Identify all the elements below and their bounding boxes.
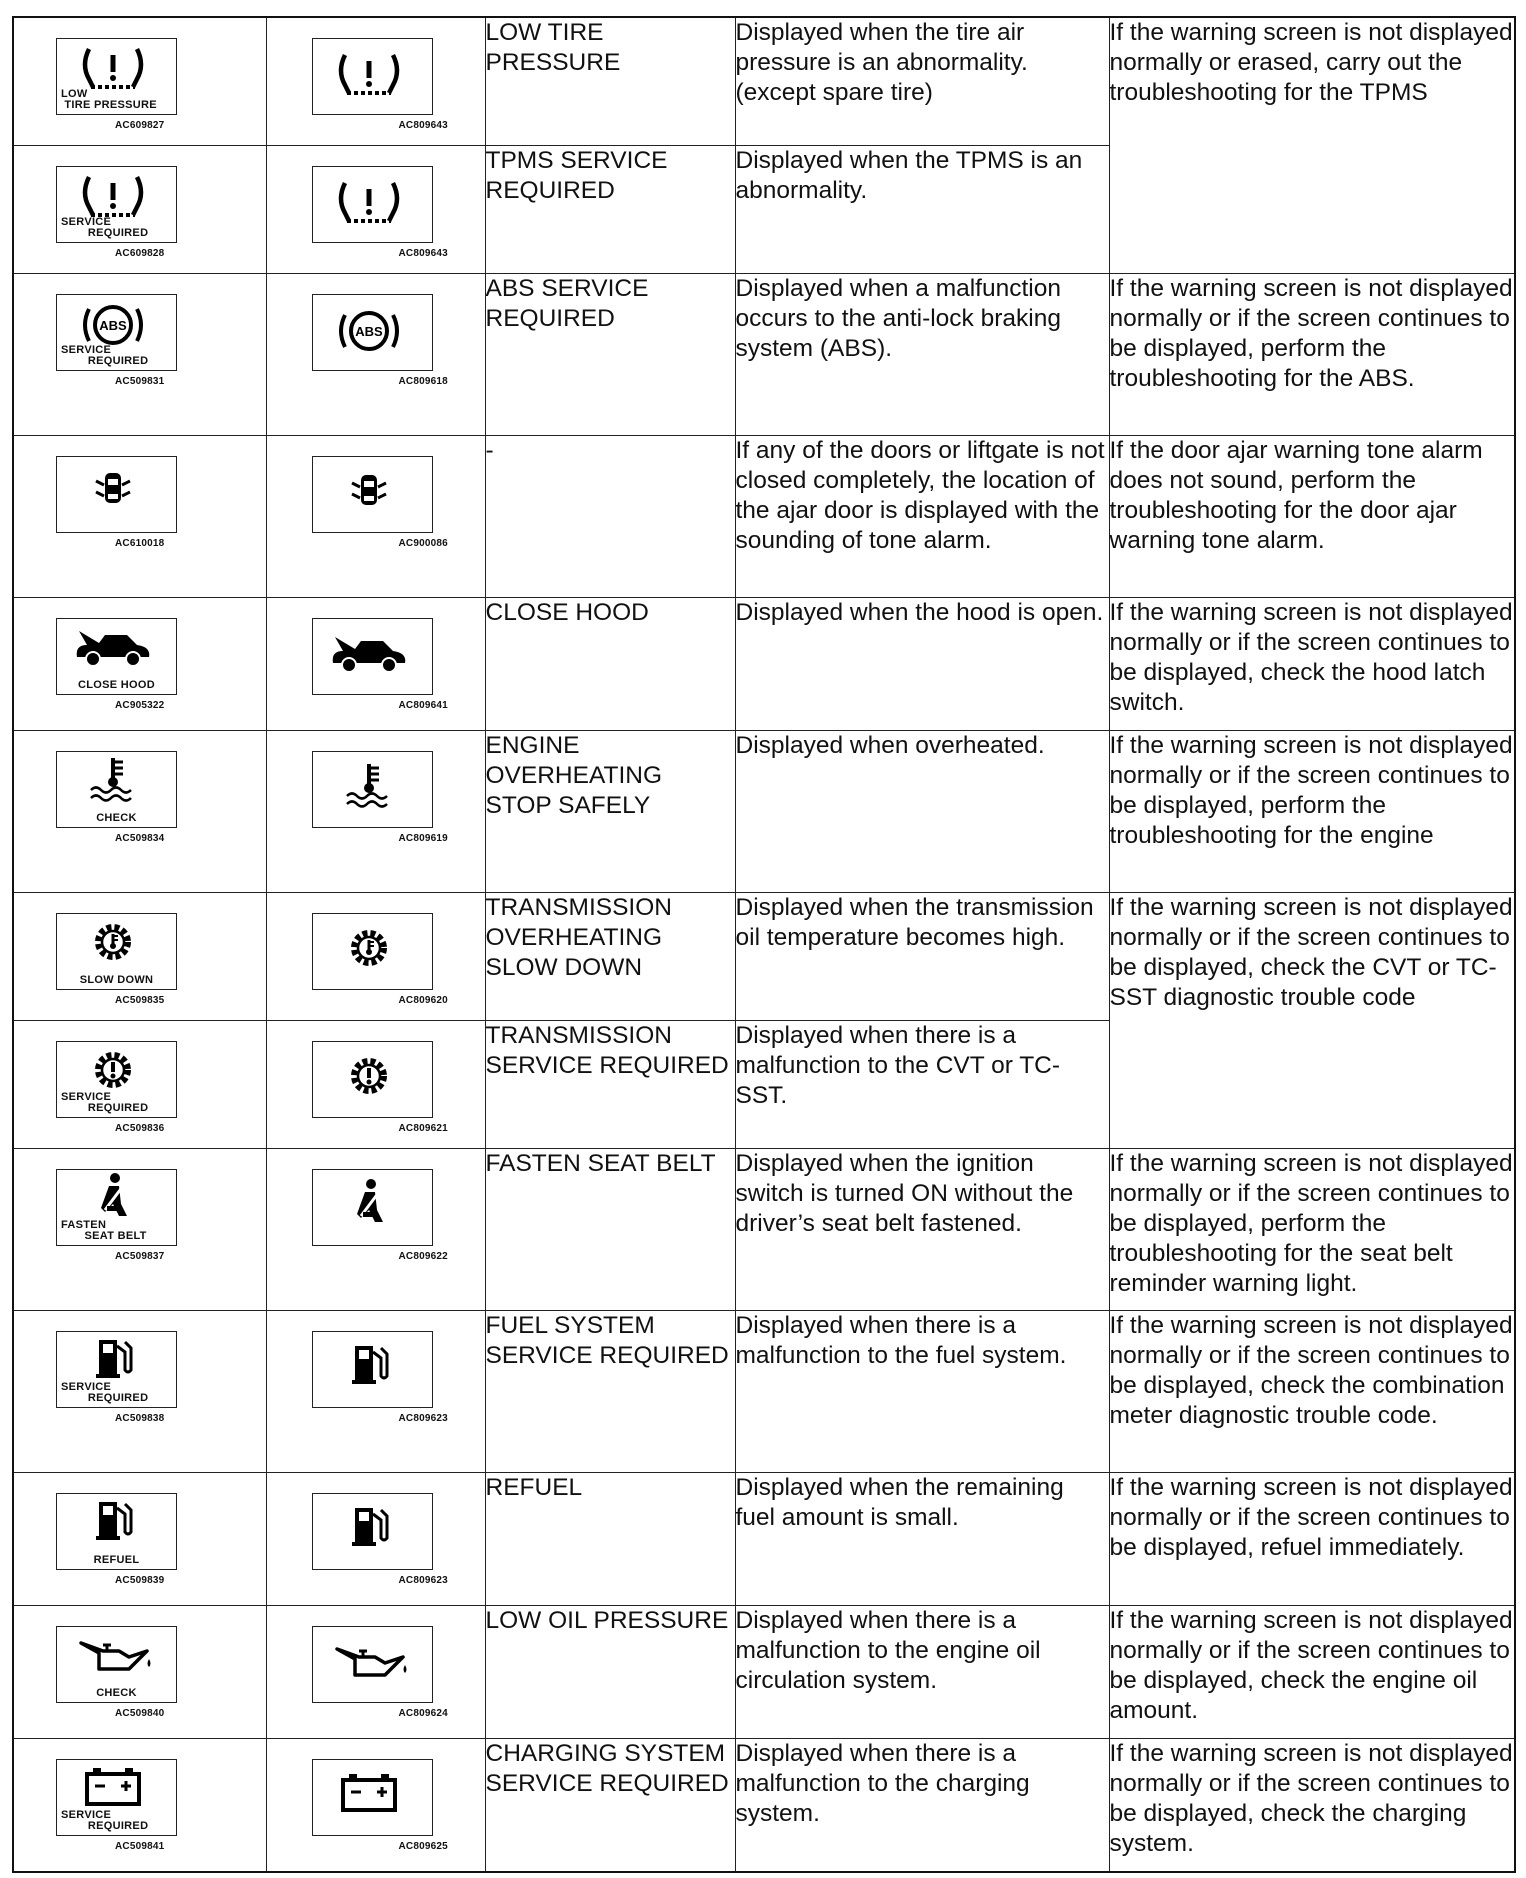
icon-caption: LOW TIRE PRESSURE <box>61 88 157 111</box>
figure-code: AC509838 <box>115 1413 165 1425</box>
warning-name-cell: LOW TIRE PRESSURE <box>485 17 735 145</box>
display-image-cell <box>13 1606 266 1739</box>
warning-name-cell: CHARGING SYSTEM SERVICE REQUIRED <box>485 1739 735 1872</box>
figure-code: AC809643 <box>398 120 448 131</box>
warning-name-cell: LOW OIL PRESSURE <box>485 1606 735 1739</box>
table-row <box>13 1473 1515 1606</box>
icon-caption: SERVICE REQUIRED <box>61 1090 149 1114</box>
icon-caption: CLOSE HOOD <box>78 678 155 691</box>
figure-code: AC809625 <box>398 1841 448 1853</box>
warning-name-cell: TRANSMISSION OVERHEATING SLOW DOWN <box>485 892 735 1020</box>
figure-code: AC809641 <box>398 699 448 711</box>
figure-code: AC809621 <box>398 1122 448 1134</box>
table-row <box>13 892 1515 1020</box>
display-condition-cell: Displayed when a malfunction occurs to the anti-lock braking system (ABS). <box>735 273 1109 435</box>
figure-code: AC610018 <box>115 537 165 549</box>
display-condition-cell: Displayed when there is a malfunction to the engine oil circulation system. <box>735 1606 1109 1739</box>
inspection-action-cell: If the warning screen is not displayed normally or if the screen continues to be displayed, perform the troubleshooting for the seat belt reminder warning light. <box>1109 1149 1515 1311</box>
icon-caption: SERVICE REQUIRED <box>61 343 149 367</box>
icon-caption: REFUEL <box>93 1554 140 1567</box>
display-image-cell <box>266 1149 485 1311</box>
display-image-cell <box>266 892 485 1020</box>
inspection-action-cell: If the door ajar warning tone alarm does not sound, perform the troubleshooting for the door ajar warning tone alarm. <box>1109 435 1515 597</box>
figure-code: AC509841 <box>115 1841 165 1853</box>
display-image-cell <box>266 1020 485 1148</box>
display-image-cell <box>13 273 266 435</box>
car-hood-icon <box>312 618 433 695</box>
display-image-cell <box>13 1149 266 1311</box>
display-condition-cell: Displayed when the hood is open. <box>735 597 1109 730</box>
display-image-cell <box>13 435 266 597</box>
abs-icon <box>56 294 177 371</box>
display-condition-cell: Displayed when the transmission oil temperature becomes high. <box>735 892 1109 1020</box>
figure-code: AC509840 <box>115 1708 165 1720</box>
door-ajar-icon <box>312 456 433 533</box>
icon-caption: SERVICE REQUIRED <box>61 215 149 239</box>
fuel-pump-icon <box>312 1493 433 1570</box>
table-row <box>13 1606 1515 1739</box>
inspection-action-cell: If the warning screen is not displayed normally or if the screen continues to be displayed, check the CVT or TC-SST diagnostic trouble code <box>1109 892 1515 1148</box>
display-image-cell <box>13 597 266 730</box>
figure-code: AC809618 <box>398 375 448 387</box>
door-ajar-icon <box>56 456 177 533</box>
fuel-pump-icon <box>56 1331 177 1408</box>
figure-code: AC809620 <box>398 994 448 1006</box>
inspection-action-cell: If the warning screen is not displayed normally or if the screen continues to be displayed, check the engine oil amount. <box>1109 1606 1515 1739</box>
inspection-action-cell: If the warning screen is not displayed normally or erased, carry out the troubleshooting for the TPMS <box>1109 17 1515 273</box>
warning-name-cell: TPMS SERVICE REQUIRED <box>485 145 735 273</box>
svg-text:ABS: ABS <box>99 317 127 333</box>
tire-pressure-icon <box>312 38 433 115</box>
coolant-temp-icon <box>56 751 177 828</box>
display-image-cell <box>13 892 266 1020</box>
seat-belt-icon <box>56 1169 177 1246</box>
table-row <box>13 273 1515 435</box>
table-row <box>13 435 1515 597</box>
figure-code: AC809619 <box>398 832 448 844</box>
inspection-action-cell: If the warning screen is not displayed normally or if the screen continues to be displayed, perform the troubleshooting for the ABS. <box>1109 273 1515 435</box>
display-condition-cell: Displayed when there is a malfunction to the CVT or TC-SST. <box>735 1020 1109 1148</box>
transmission-service-icon <box>56 1041 177 1118</box>
display-image-cell <box>266 273 485 435</box>
figure-code: AC900086 <box>398 537 448 549</box>
display-image-cell <box>266 145 485 273</box>
figure-code: AC809623 <box>398 1575 448 1587</box>
warning-screen-table <box>12 16 1516 1873</box>
figure-code: AC809643 <box>398 247 448 259</box>
abs-icon <box>312 294 433 371</box>
inspection-action-cell: If the warning screen is not displayed normally or if the screen continues to be displayed, check the hood latch switch. <box>1109 597 1515 730</box>
display-image-cell <box>13 17 266 145</box>
display-condition-cell: Displayed when there is a malfunction to the fuel system. <box>735 1311 1109 1473</box>
figure-code: AC609827 <box>115 120 165 131</box>
display-image-cell <box>13 1020 266 1148</box>
display-condition-cell: If any of the doors or liftgate is not closed completely, the location of the ajar door is displayed with the sounding of tone alarm. <box>735 435 1109 597</box>
svg-text:ABS: ABS <box>354 323 383 339</box>
figure-code: AC509839 <box>115 1575 165 1587</box>
display-condition-cell: Displayed when the ignition switch is turned ON without the driver’s seat belt fastened. <box>735 1149 1109 1311</box>
battery-icon <box>312 1759 433 1836</box>
icon-caption: CHECK <box>96 1687 137 1700</box>
display-image-cell <box>13 730 266 892</box>
figure-code: AC809624 <box>398 1708 448 1720</box>
display-image-cell <box>13 1311 266 1473</box>
display-condition-cell: Displayed when the TPMS is an abnormality. <box>735 145 1109 273</box>
transmission-temp-icon <box>312 913 433 990</box>
tire-pressure-icon <box>312 166 433 243</box>
table-row <box>13 1149 1515 1311</box>
inspection-action-cell: If the warning screen is not displayed normally or if the screen continues to be displayed, perform the troubleshooting for the engine <box>1109 730 1515 892</box>
warning-name-cell: FUEL SYSTEM SERVICE REQUIRED <box>485 1311 735 1473</box>
display-condition-cell: Displayed when the tire air pressure is an abnormality. (except spare tire) <box>735 17 1109 145</box>
figure-code: AC509836 <box>115 1122 165 1134</box>
display-image-cell <box>266 1739 485 1872</box>
warning-name-cell: CLOSE HOOD <box>485 597 735 730</box>
inspection-action-cell: If the warning screen is not displayed normally or if the screen continues to be displayed, refuel immediately. <box>1109 1473 1515 1606</box>
battery-icon <box>56 1759 177 1836</box>
figure-code: AC509837 <box>115 1251 165 1263</box>
table-row <box>13 1739 1515 1872</box>
icon-caption: CHECK <box>96 811 137 824</box>
display-condition-cell: Displayed when the remaining fuel amount is small. <box>735 1473 1109 1606</box>
figure-code: AC509835 <box>115 994 165 1006</box>
display-image-cell <box>266 730 485 892</box>
display-image-cell <box>266 17 485 145</box>
figure-code: AC509831 <box>115 375 165 387</box>
car-hood-icon <box>56 618 177 695</box>
display-image-cell <box>266 1311 485 1473</box>
display-image-cell <box>266 1473 485 1606</box>
inspection-action-cell: If the warning screen is not displayed normally or if the screen continues to be displayed, check the combination meter diagnostic trouble code. <box>1109 1311 1515 1473</box>
warning-name-cell: TRANSMISSION SERVICE REQUIRED <box>485 1020 735 1148</box>
table-row <box>13 730 1515 892</box>
table-row <box>13 597 1515 730</box>
icon-caption: SERVICE REQUIRED <box>61 1381 149 1405</box>
display-image-cell <box>266 597 485 730</box>
display-condition-cell: Displayed when overheated. <box>735 730 1109 892</box>
display-image-cell <box>13 1473 266 1606</box>
warning-name-cell: ABS SERVICE REQUIRED <box>485 273 735 435</box>
icon-caption: SLOW DOWN <box>79 973 154 986</box>
display-image-cell <box>266 1606 485 1739</box>
oil-can-icon <box>312 1626 433 1703</box>
display-image-cell <box>13 145 266 273</box>
transmission-service-icon <box>312 1041 433 1118</box>
table-row <box>13 17 1515 145</box>
tire-pressure-icon <box>56 38 177 115</box>
display-condition-cell: Displayed when there is a malfunction to the charging system. <box>735 1739 1109 1872</box>
figure-code: AC905322 <box>115 699 165 711</box>
seat-belt-icon <box>312 1169 433 1246</box>
warning-name-cell: - <box>485 435 735 597</box>
display-image-cell <box>266 435 485 597</box>
icon-caption: SERVICE REQUIRED <box>61 1809 149 1833</box>
icon-caption: FASTEN SEAT BELT <box>61 1219 147 1243</box>
warning-name-cell: FASTEN SEAT BELT <box>485 1149 735 1311</box>
inspection-action-cell: If the warning screen is not displayed normally or if the screen continues to be displayed, check the charging system. <box>1109 1739 1515 1872</box>
figure-code: AC509834 <box>115 832 165 844</box>
figure-code: AC809622 <box>398 1251 448 1263</box>
fuel-pump-icon <box>56 1493 177 1570</box>
coolant-temp-icon <box>312 751 433 828</box>
display-image-cell <box>13 1739 266 1872</box>
oil-can-icon <box>56 1626 177 1703</box>
tire-pressure-icon <box>56 166 177 243</box>
warning-name-cell: REFUEL <box>485 1473 735 1606</box>
fuel-pump-icon <box>312 1331 433 1408</box>
warning-name-cell: ENGINE OVERHEATING STOP SAFELY <box>485 730 735 892</box>
transmission-temp-icon <box>56 913 177 990</box>
figure-code: AC609828 <box>115 247 165 259</box>
figure-code: AC809623 <box>398 1413 448 1425</box>
table-row <box>13 1311 1515 1473</box>
